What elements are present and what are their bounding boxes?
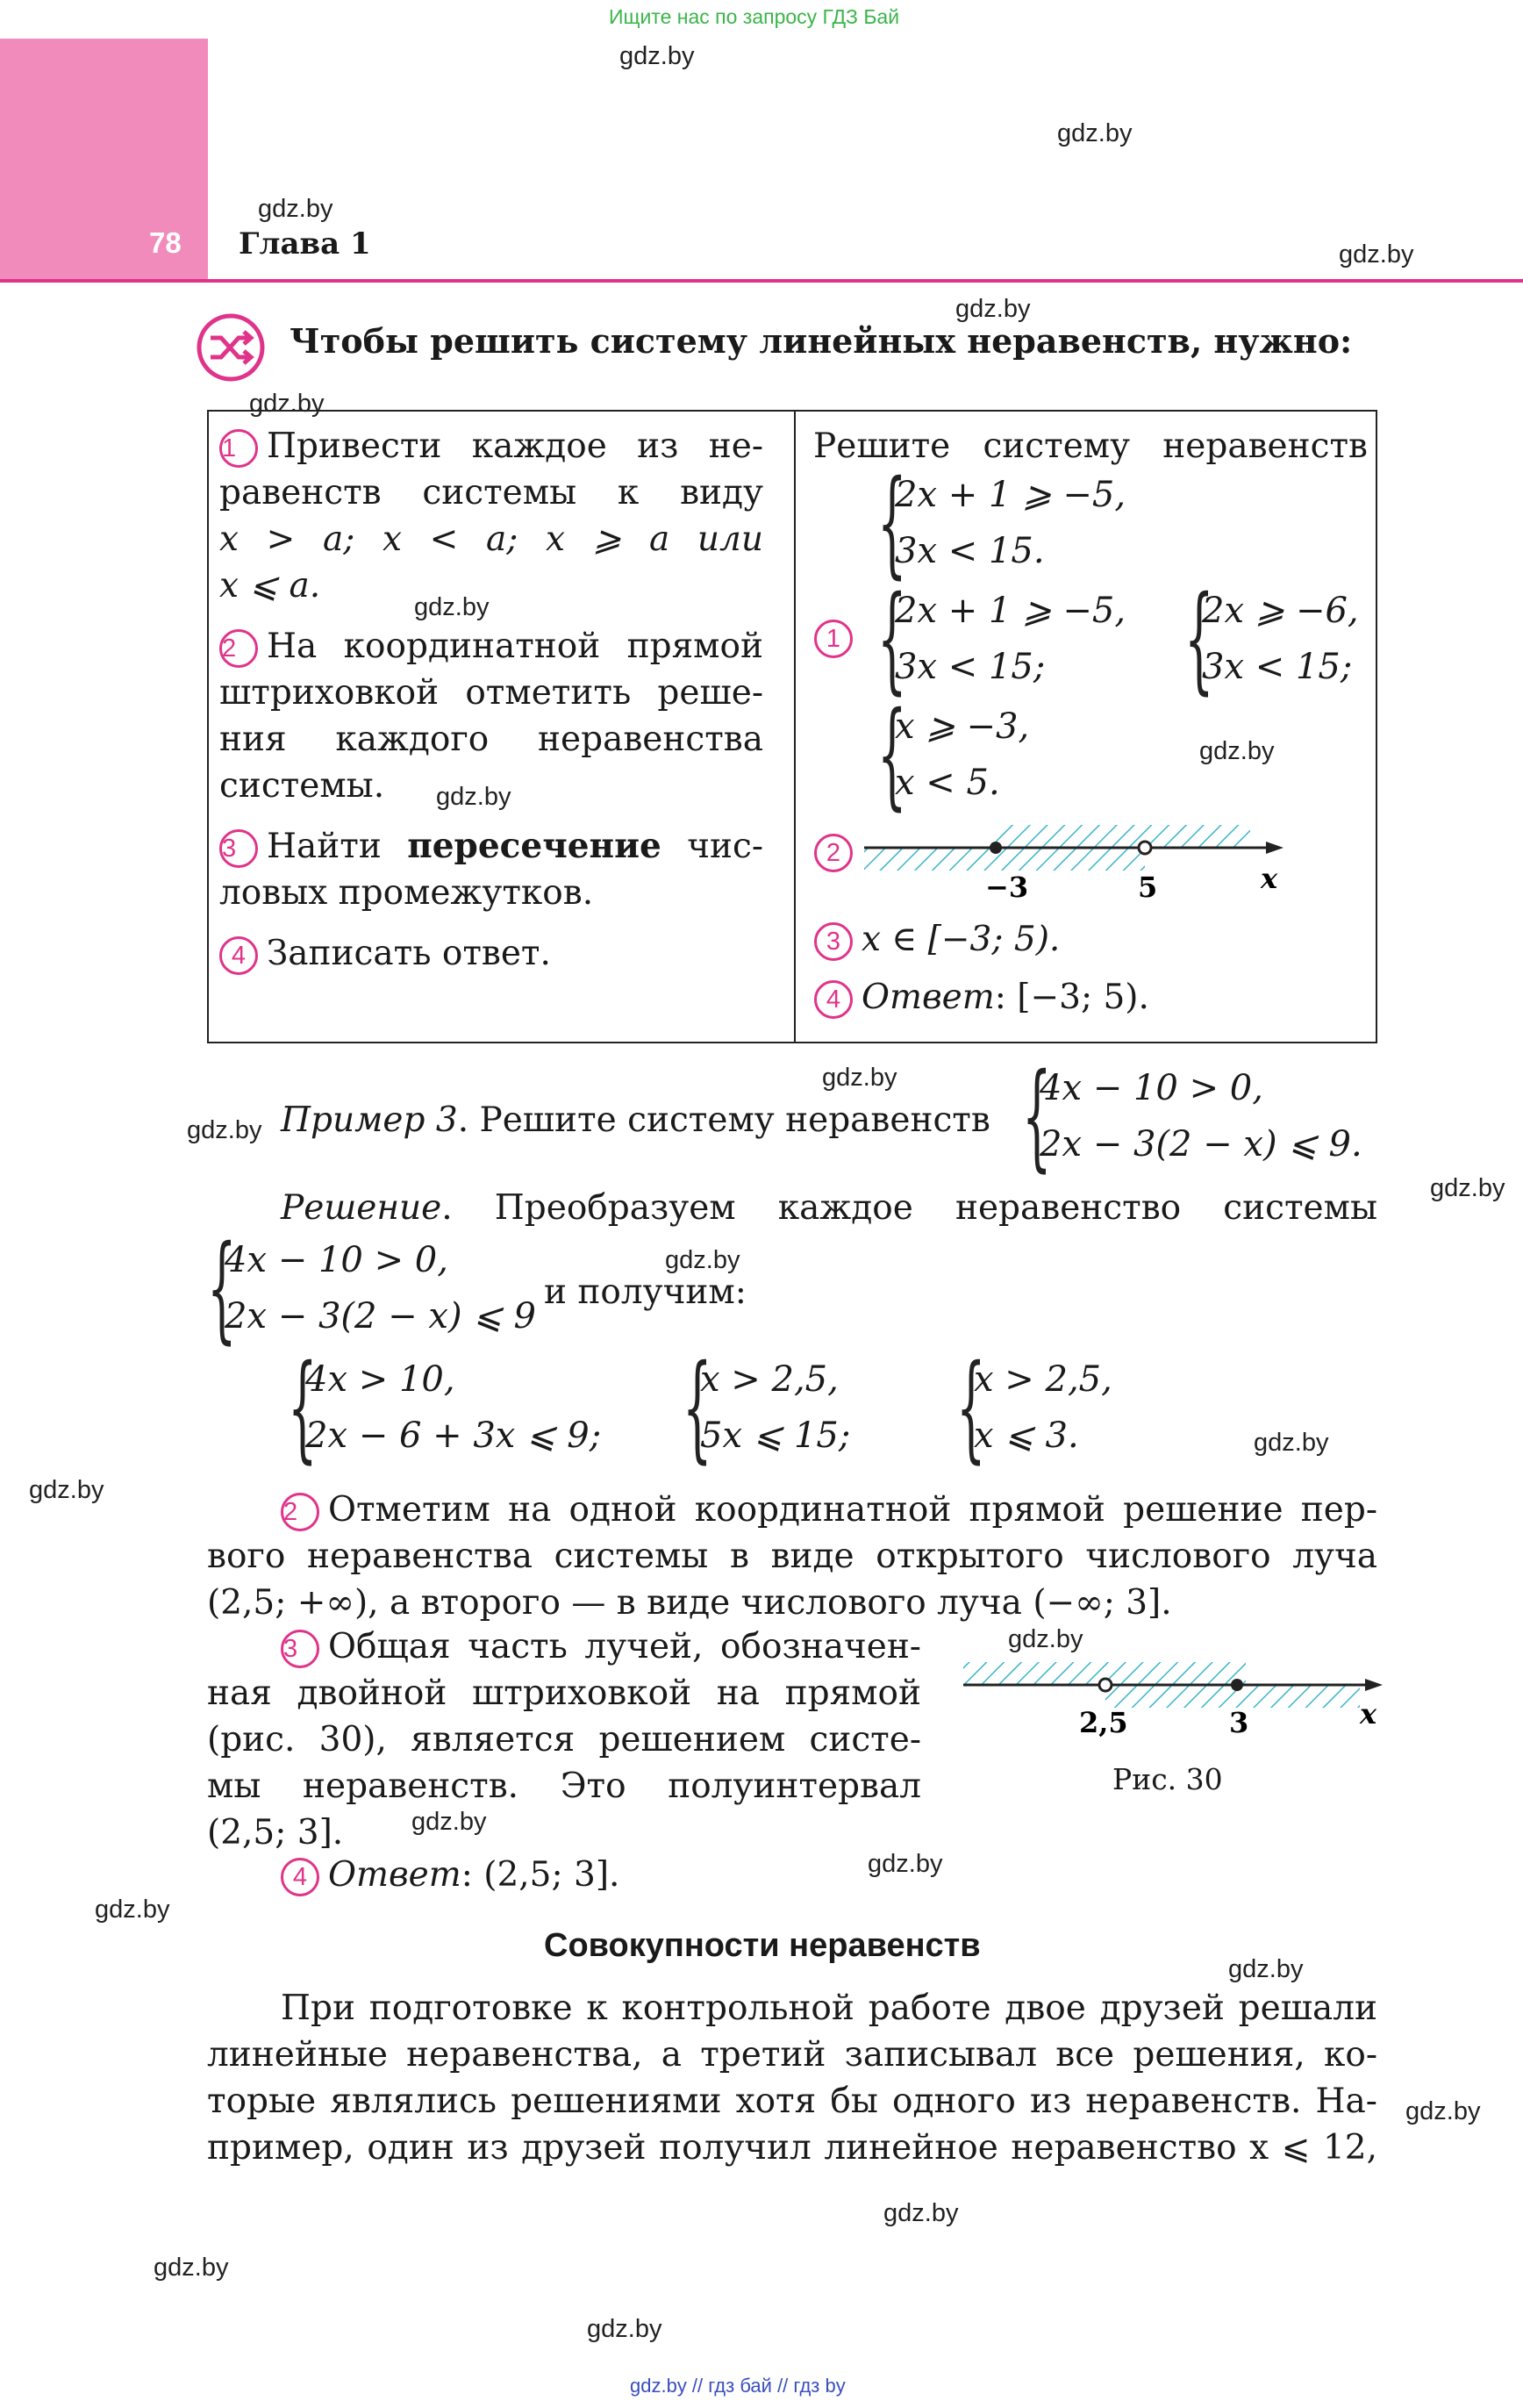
watermark: gdz.by <box>154 2254 229 2282</box>
step-4-line: 4 Записать ответ. <box>219 930 763 977</box>
watermark: gdz.by <box>1405 2097 1481 2125</box>
axis-label: −3 <box>985 871 1029 904</box>
watermark: gdz.by <box>95 1896 170 1924</box>
section-title: Совокупности неравенств <box>544 1927 981 1964</box>
axis-label: x <box>1261 862 1278 895</box>
step-1-line: x > a; x < a; x ⩾ a или <box>219 520 763 559</box>
axis-label: 2,5 <box>1079 1706 1128 1739</box>
watermark: gdz.by <box>1199 737 1275 765</box>
and-get: и получим: <box>544 1272 747 1312</box>
watermark: gdz.by <box>1430 1174 1505 1202</box>
solution-step-1: Решение. Преобразуем каждое неравенство системы <box>281 1188 1377 1228</box>
solution-step-4: 4 Ответ: (2,5; 3]. <box>281 1852 619 1898</box>
watermark: gdz.by <box>1057 119 1133 147</box>
rule-heading: Чтобы решить систему линейных неравенств, нужно: <box>290 321 1353 361</box>
watermark: gdz.by <box>258 195 333 223</box>
number-line-1 <box>864 816 1285 913</box>
shuffle-icon <box>195 312 267 383</box>
figure-30 <box>963 1650 1384 1746</box>
step-number: 2 <box>814 834 853 872</box>
watermark: gdz.by <box>619 42 695 70</box>
step-2-line: системы. <box>219 766 385 806</box>
step-number: 4 <box>219 936 258 975</box>
solution-step-3: 3 Общая часть лучей, обозначен- ная двойной штриховкой на прямой (рис. 30), является решением систе- мы неравенств. Это полуинтервал (2,5; 3]. <box>207 1627 921 1853</box>
top-watermark: Ищите нас по запросу ГДЗ Бай <box>609 5 900 28</box>
watermark: gdz.by <box>414 593 490 621</box>
paragraph: При подготовке к контрольной работе двое друзей решали линейные неравенства, а третий записывал все решения, ко- торые являлись решениями хотя бы одного из неравенств. На- пример, один из друзей получил линейное неравенство x ⩽ 12, <box>207 1989 1377 2168</box>
step-1-line: x ⩽ a. <box>219 566 321 606</box>
header-rule <box>0 279 1523 283</box>
watermark: gdz.by <box>665 1246 740 1274</box>
watermark: gdz.by <box>868 1850 943 1878</box>
watermark: gdz.by <box>411 1808 487 1836</box>
watermark: gdz.by <box>29 1476 104 1504</box>
step-number: 1 <box>219 429 258 468</box>
watermark: gdz.by <box>587 2315 662 2343</box>
watermark: gdz.by <box>249 390 325 418</box>
step-3-line: 3 Найти пересечение чис- <box>219 823 763 870</box>
axis-label: x <box>1360 1697 1377 1731</box>
watermark: gdz.by <box>436 783 511 811</box>
step-number: 2 <box>219 629 258 668</box>
watermark: gdz.by <box>1339 240 1414 269</box>
watermark: gdz.by <box>1254 1429 1329 1457</box>
watermark: gdz.by <box>187 1116 262 1144</box>
watermark: gdz.by <box>1228 1955 1304 1983</box>
page-number: 78 <box>149 226 182 259</box>
step-4-answer: 4 Ответ: [−3; 5). <box>814 974 1149 1021</box>
step-2-line: 2 На координатной прямой <box>219 623 763 670</box>
example-title: Решите систему неравенств <box>813 426 1368 466</box>
step-2-line: штриховкой отметить реше- <box>219 673 763 713</box>
step-3-line: ловых промежутков. <box>219 873 594 913</box>
solution-step-2: 2 Отметим на одной координатной прямой решение пер- вого неравенства системы в виде открытого числового луча (2,5; +∞), а второго — в виде числового луча (−∞; 3]. <box>207 1490 1377 1623</box>
left-steps <box>219 423 763 977</box>
watermark: gdz.by <box>955 295 1031 323</box>
example-3: Пример 3. Решите систему неравенств <box>281 1100 990 1140</box>
step-2-line: ния каждого неравенства <box>219 720 763 759</box>
step-number: 3 <box>219 829 258 868</box>
axis-label: 3 <box>1229 1706 1249 1739</box>
table-divider <box>794 410 796 1043</box>
bottom-watermark: gdz.by // гдз бай // гдз by <box>630 2375 846 2397</box>
step-1-line: 1 Привести каждое из не- <box>219 423 763 469</box>
figure-caption: Рис. 30 <box>1112 1762 1223 1796</box>
step-3-answer: 3 x ∈ [−3; 5). <box>814 916 1060 963</box>
step-1-line: равенств системы к виду <box>219 473 763 512</box>
axis-label: 5 <box>1138 871 1158 904</box>
watermark: gdz.by <box>883 2199 959 2227</box>
watermark: gdz.by <box>1008 1625 1083 1653</box>
chapter-title: Глава 1 <box>239 226 371 262</box>
watermark: gdz.by <box>822 1064 897 1092</box>
step-number: 1 <box>814 620 853 658</box>
